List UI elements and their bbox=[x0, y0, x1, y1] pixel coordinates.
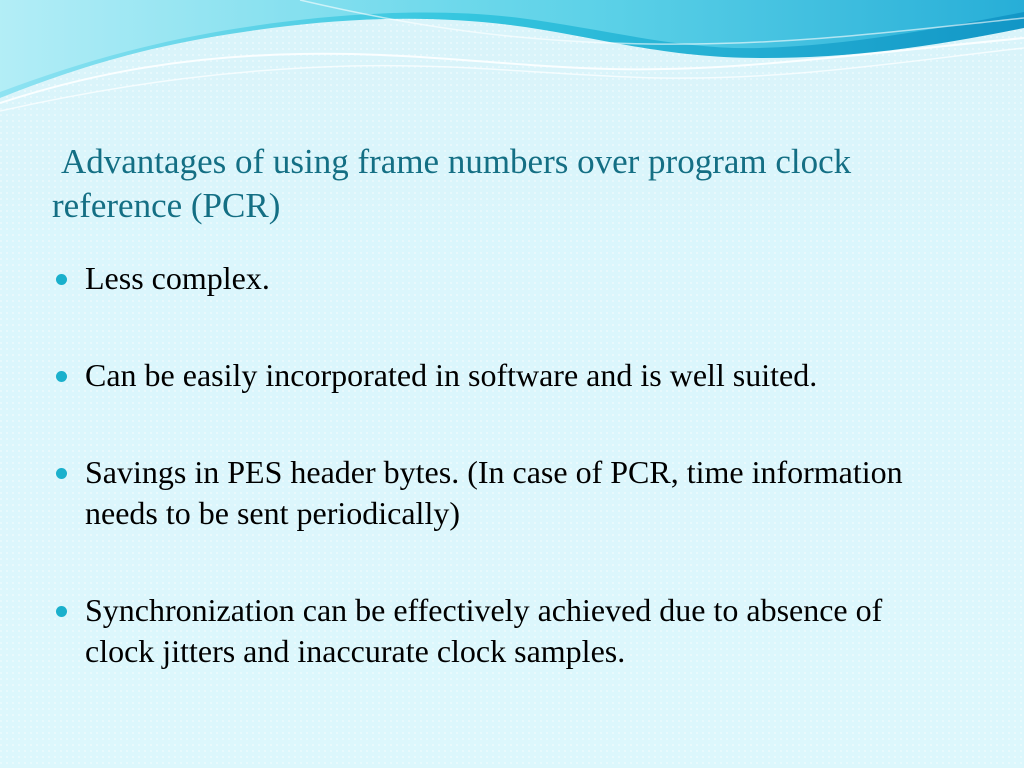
bullet-dot-icon bbox=[56, 606, 67, 617]
bullet-dot-icon bbox=[56, 371, 67, 382]
bullet-item bbox=[56, 355, 956, 396]
bullet-list bbox=[56, 258, 956, 672]
bullet-dot-icon bbox=[56, 468, 67, 479]
bullet-item bbox=[56, 452, 956, 534]
bullet-text: Synchronization can be effectively achieved due to absence of clock jitters and inaccurate clock samples. bbox=[85, 592, 883, 669]
bullet-item bbox=[56, 258, 956, 299]
bullet-text: Savings in PES header bytes. (In case of PCR, time information needs to be sent periodically) bbox=[85, 454, 903, 531]
bullet-text: Less complex. bbox=[85, 260, 270, 296]
bullet-dot-icon bbox=[56, 274, 67, 285]
bullet-text: Can be easily incorporated in software and is well suited. bbox=[85, 357, 818, 393]
slide-title: Advantages of using frame numbers over program clock reference (PCR) bbox=[52, 142, 852, 225]
bullet-item bbox=[56, 590, 956, 672]
header-wave-decoration bbox=[0, 0, 1024, 120]
